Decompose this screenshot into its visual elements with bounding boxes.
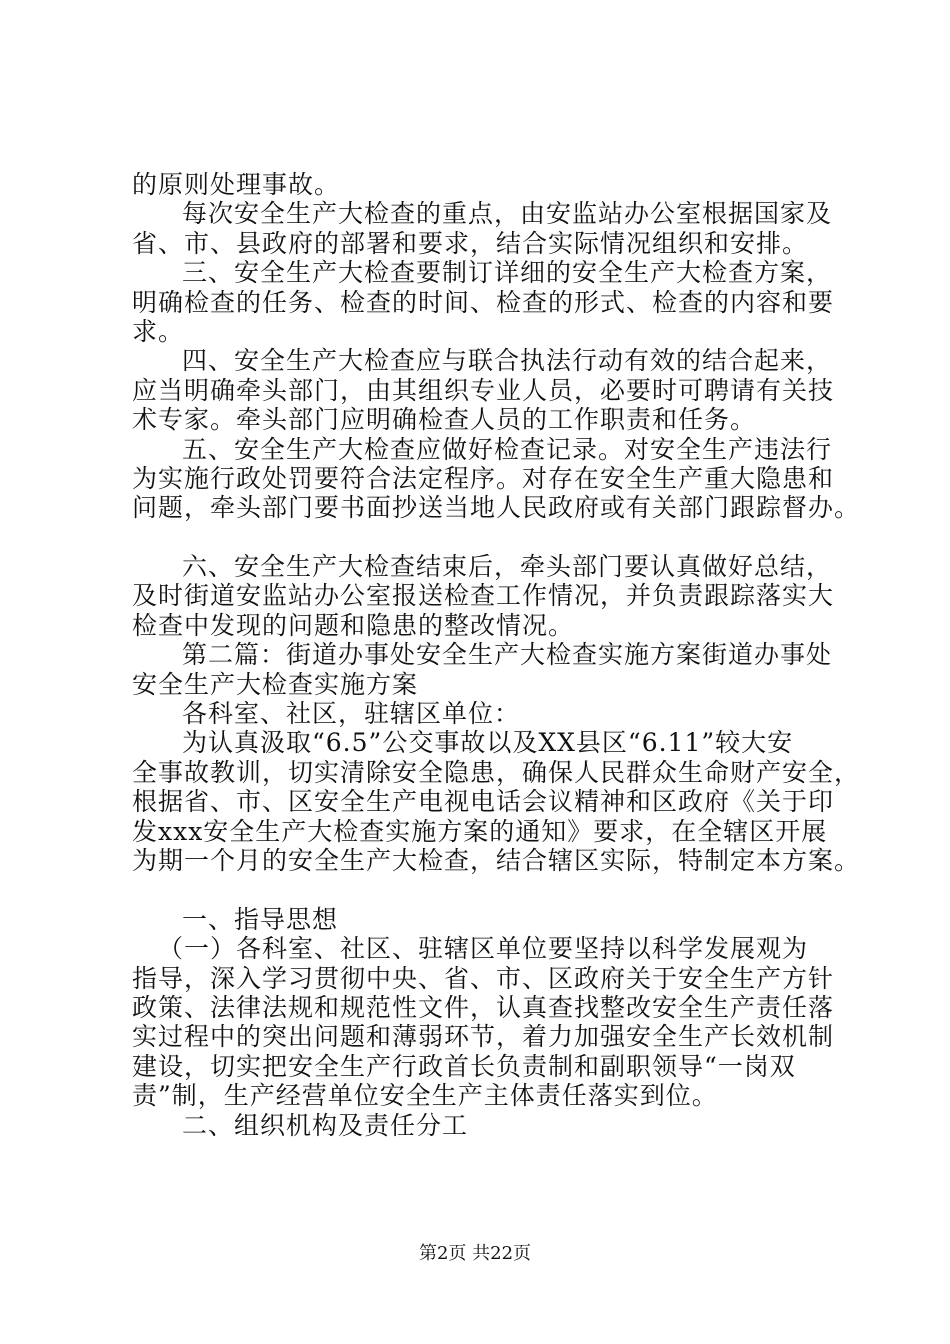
text-line: 四、安全生产大检查应与联合执法行动有效的结合起来， [182, 346, 833, 376]
text-line: 根据省、市、区安全生产电视电话会议精神和区政府《关于印 [132, 787, 835, 817]
text-line: 的原则处理事故。 [132, 170, 341, 199]
text-line: 政策、法律法规和规范性文件，认真查找整改安全生产责任落 [132, 992, 835, 1022]
text-line: 三、安全生产大检查要制订详细的安全生产大检查方案， [182, 258, 833, 288]
text-line: 应当明确牵头部门，由其组织专业人员，必要时可聘请有关技 [132, 375, 835, 405]
paragraph-gap [132, 875, 844, 904]
text-line: 问题，牵头部门要书面抄送当地人民政府或有关部门跟踪督办。 [132, 493, 861, 523]
text-line: 术专家。牵头部门应明确检查人员的工作职责和任务。 [132, 405, 757, 435]
section-heading-line: 安全生产大检查实施方案 [132, 669, 419, 699]
text-line: 为认真汲取“6.5”公交事故以及XX县区“6.11”较大安 [182, 728, 794, 758]
paragraph-gap [132, 523, 844, 552]
section-heading-line: 第二篇：街道办事处安全生产大检查实施方案街道办事处 [182, 640, 833, 670]
document-body [132, 170, 861, 1140]
text-line: 为期一个月的安全生产大检查，结合辖区实际，特制定本方案。 [132, 845, 861, 875]
subsection-heading: 一、指导思想 [182, 904, 339, 934]
text-line: 省、市、县政府的部署和要求，结合实际情况组织和安排。 [132, 228, 809, 258]
text-line: 实过程中的突出问题和薄弱环节，着力加强安全生产长效机制 [132, 1022, 835, 1052]
text-line: 五、安全生产大检查应做好检查记录。对安全生产违法行 [182, 434, 833, 464]
text-line: （一）各科室、社区、驻辖区单位要坚持以科学发展观为 [158, 934, 809, 964]
text-line: 发xxx安全生产大检查实施方案的通知》要求，在全辖区开展 [132, 816, 828, 846]
text-line: 每次安全生产大检查的重点，由安监站办公室根据国家及 [182, 199, 833, 229]
text-line: 为实施行政处罚要符合法定程序。对存在安全生产重大隐患和 [132, 463, 835, 493]
text-line: 检查中发现的问题和隐患的整改情况。 [132, 610, 575, 640]
text-line: 明确检查的任务、检查的时间、检查的形式、检查的内容和要 [132, 287, 835, 317]
text-line: 建设，切实把安全生产行政首长负责制和副职领导“一岗双 [132, 1051, 796, 1081]
text-line: 及时街道安监站办公室报送检查工作情况，并负责跟踪落实大 [132, 581, 835, 611]
text-line: 求。 [132, 316, 185, 346]
page-number: 第2页 共22页 [418, 1243, 532, 1264]
subsection-heading: 二、组织机构及责任分工 [182, 1110, 469, 1140]
text-line: 责”制，生产经营单位安全生产主体责任落实到位。 [132, 1081, 718, 1111]
addressee-line: 各科室、社区，驻辖区单位： [182, 699, 521, 729]
text-line: 六、安全生产大检查结束后，牵头部门要认真做好总结， [182, 552, 833, 582]
text-line: 指导，深入学习贯彻中央、省、市、区政府关于安全生产方针 [132, 963, 835, 993]
text-line: 全事故教训，切实清除安全隐患，确保人民群众生命财产安全， [132, 757, 861, 787]
